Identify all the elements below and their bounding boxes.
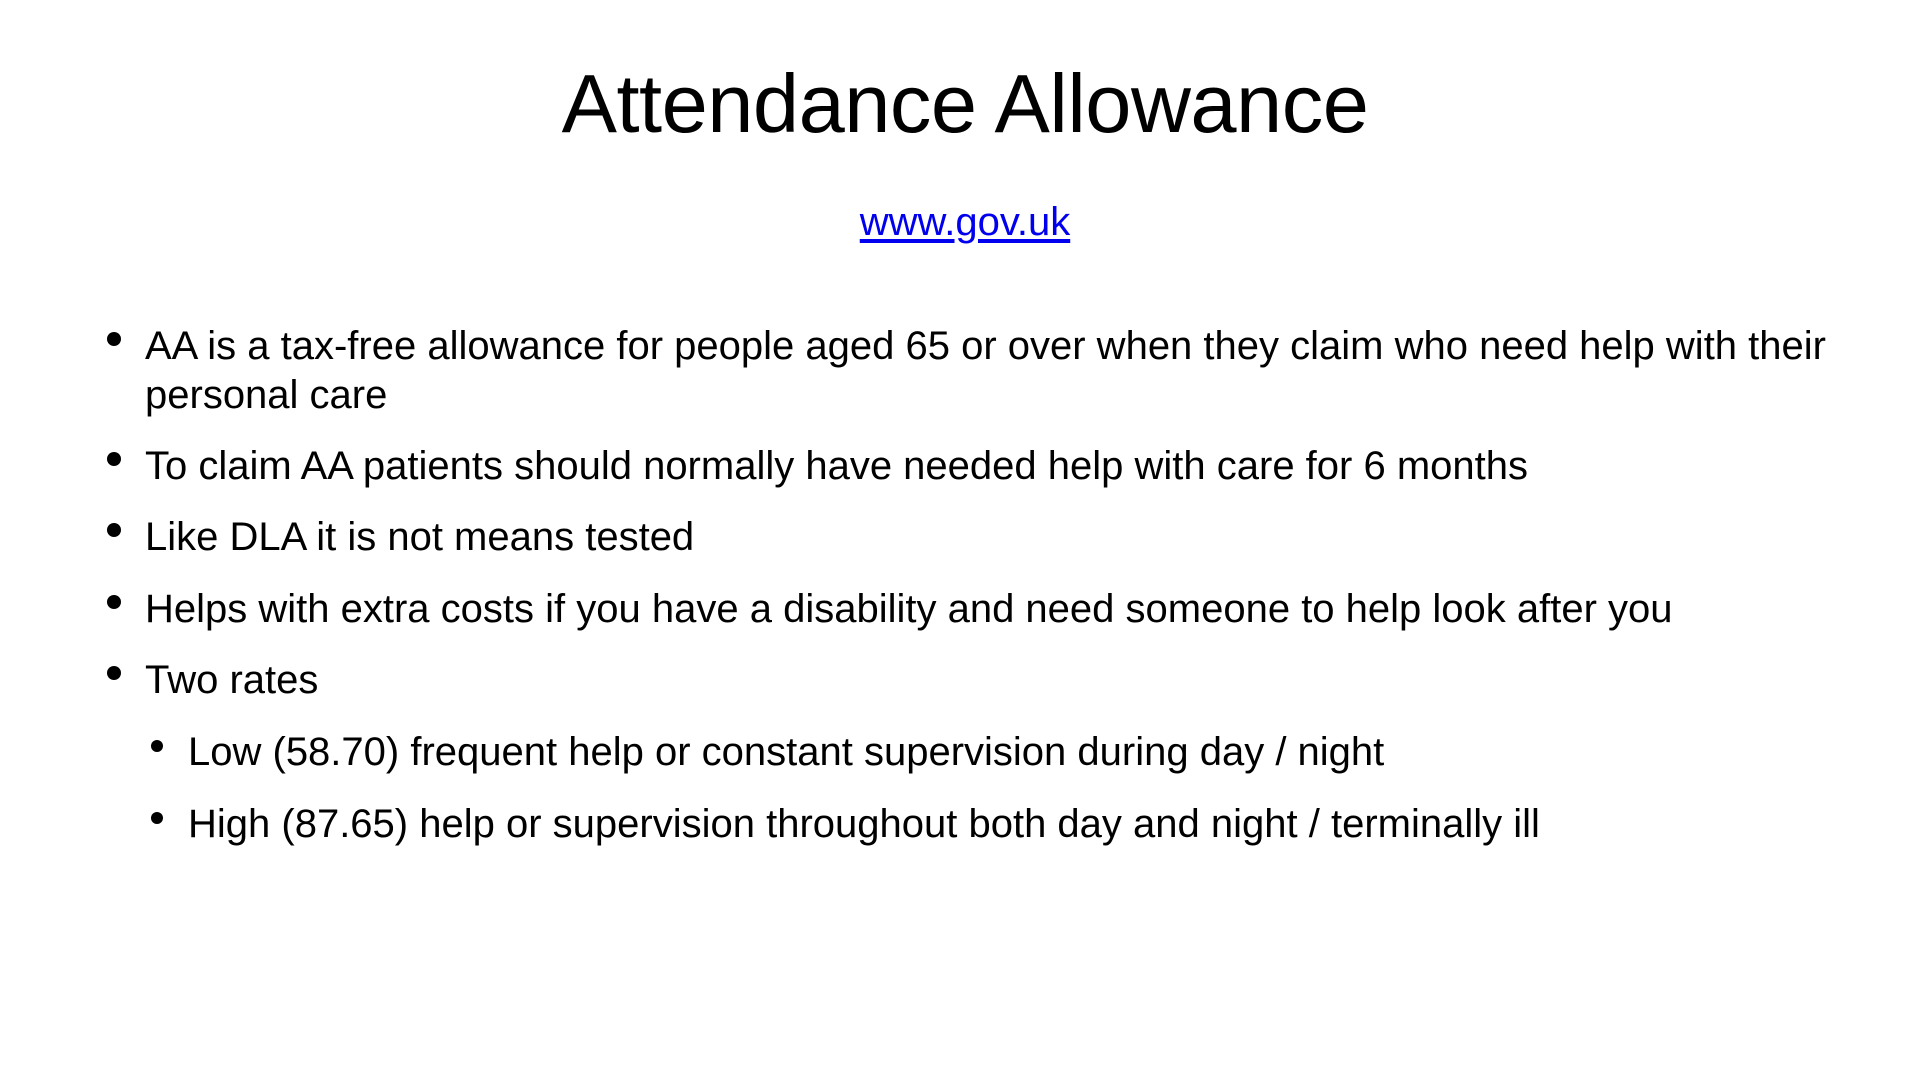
- bullet-text: Two rates: [145, 658, 319, 702]
- sub-bullet-text: High (87.65) help or supervision throughout both day and night / terminally ill: [188, 802, 1540, 846]
- bullet-icon: [107, 523, 121, 537]
- bullet-text: Like DLA it is not means tested: [145, 515, 695, 559]
- bullet-text: Helps with extra costs if you have a disability and need someone to help look after you: [145, 587, 1673, 631]
- bullet-icon: [107, 332, 121, 346]
- sub-bullet-icon: [151, 812, 163, 824]
- gov-uk-link[interactable]: www.gov.uk: [859, 200, 1071, 244]
- link-container: [0, 198, 1920, 246]
- bullet-icon: [107, 666, 121, 680]
- sub-bullet-icon: [151, 740, 163, 752]
- sub-bullet-text: Low (58.70) frequent help or constant supervision during day / night: [188, 730, 1385, 774]
- slide-title: Attendance Allowance: [561, 57, 1369, 150]
- bullet-text: AA is a tax-free allowance for people aged 65 or over when they claim who need help with their personal care: [145, 324, 1826, 417]
- bullet-icon: [107, 452, 121, 466]
- bullet-text: To claim AA patients should normally have needed help with care for 6 months: [145, 444, 1529, 488]
- bullet-icon: [107, 595, 121, 609]
